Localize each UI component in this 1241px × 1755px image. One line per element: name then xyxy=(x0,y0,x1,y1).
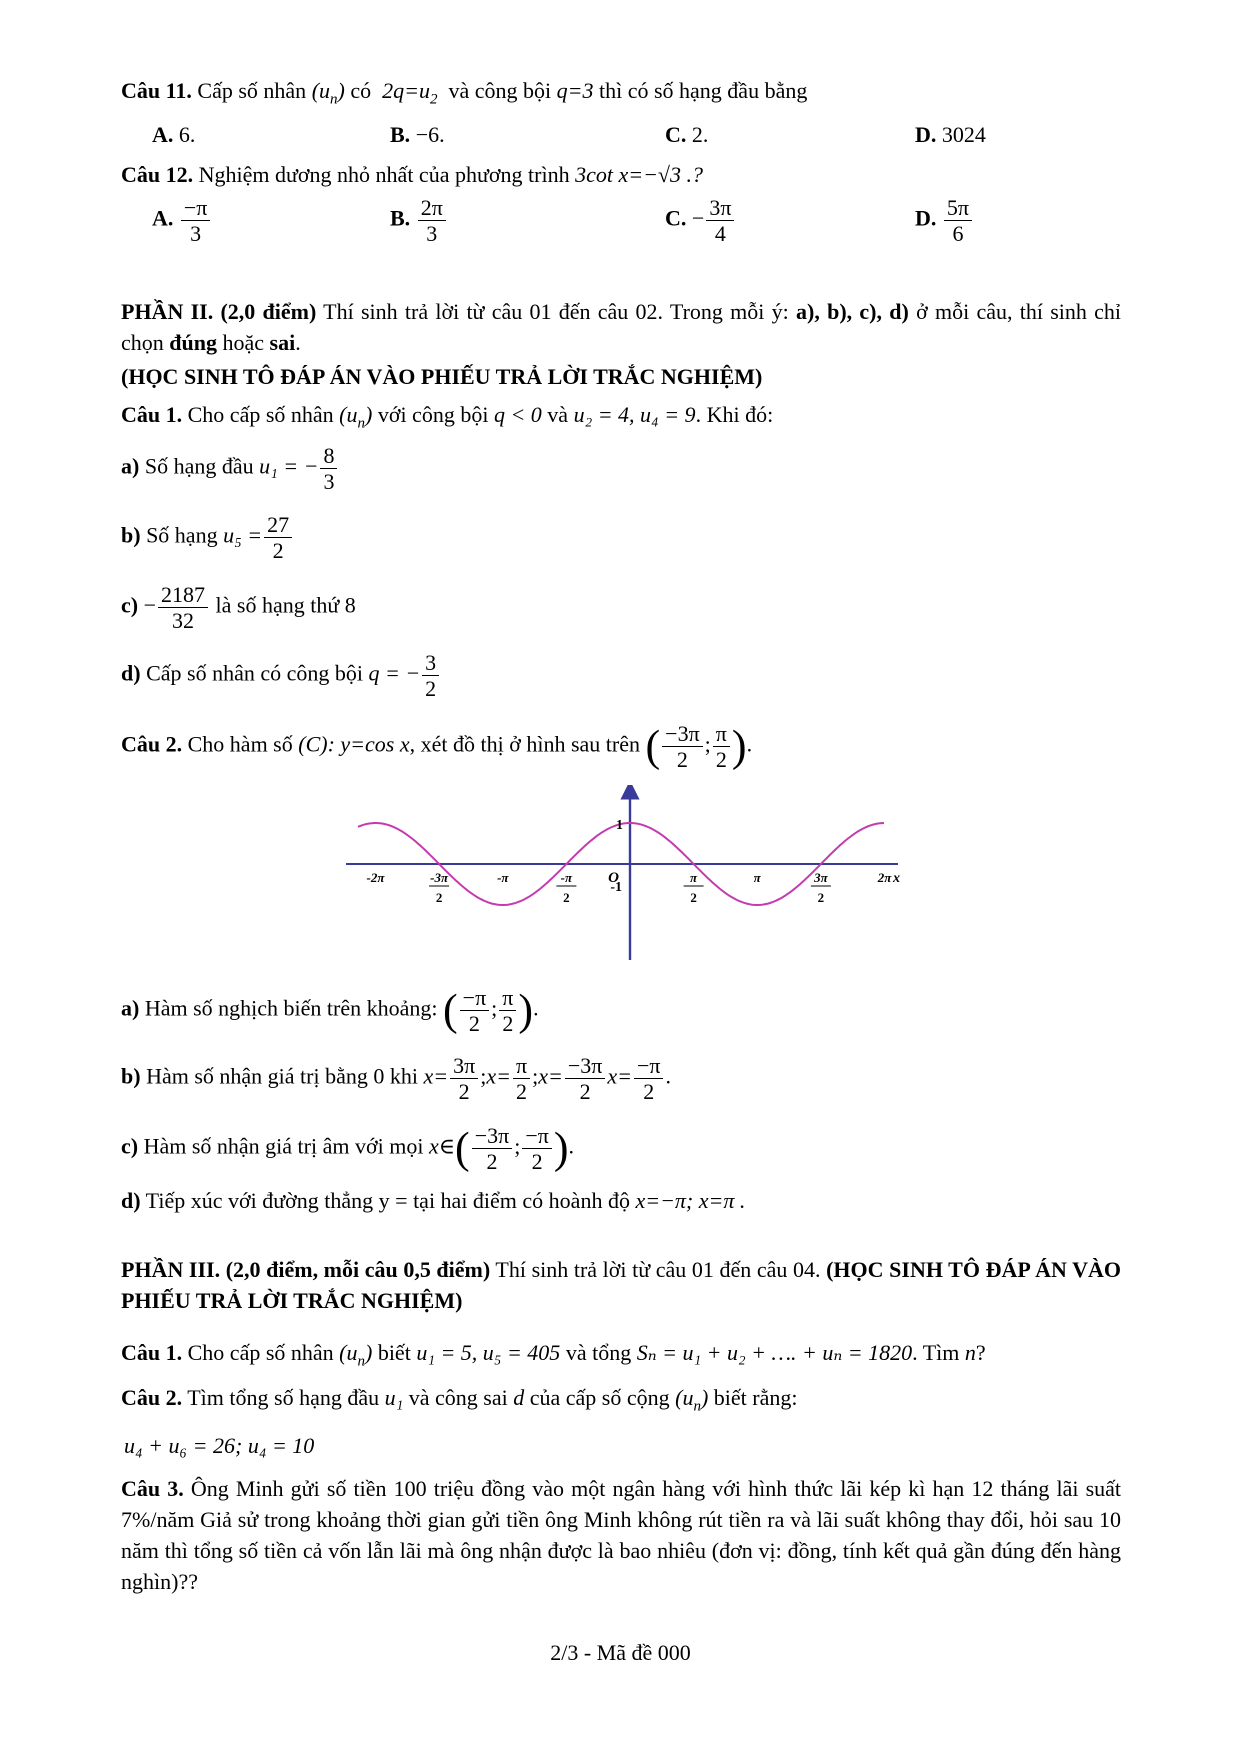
p3q2-line: Câu 2. Tìm tổng số hạng đầu u₁ và công sai d của cấp số cộng $(u_n)$ biết rằng: xyxy=(121,1385,798,1415)
p2q2-line: Câu 2. Cho hàm số (C): y=cos x, xét đồ thị ở hình sau trên ( $\frac{-3\pi}{2}$ ; $\frac{\pi}{2}$ ). xyxy=(121,721,753,773)
q12-text: Nghiệm dương nhỏ nhất của phương trình xyxy=(198,162,570,187)
p2q2-item-b: b) Hàm số nhận giá trị bằng 0 khi x= $\frac{3\pi}{2}$ ;x= $\frac{\pi}{2}$ ;x= $\frac{-3\pi}{2}$ x= $\frac{-\pi}{2}$ . xyxy=(121,1053,671,1105)
page-footer: 2/3 - Mã đề 000 xyxy=(550,1640,691,1665)
q11-text2: có xyxy=(350,78,372,103)
cosine-graph xyxy=(340,785,900,965)
q11-option-a: A. 6. xyxy=(152,122,196,147)
p2q1-line: Câu 1. Cho cấp số nhân $(u_n)$ với công bội q < 0 và u₂ = 4, u₄ = 9. Khi đó: xyxy=(121,402,774,432)
q11-label: Câu 11. xyxy=(121,78,192,103)
x-axis-label: x xyxy=(893,871,900,886)
x-tick-label: π xyxy=(753,870,761,885)
y-label-1: 1 xyxy=(616,818,623,833)
q12-option-a: A. $\frac{-\pi}{3}$ xyxy=(152,196,212,245)
q11-text: Cấp số nhân xyxy=(197,78,307,103)
y-label-minus-1: -1 xyxy=(610,880,622,895)
x-tick-label: -2π xyxy=(366,870,385,885)
q11-ratio: q=3 xyxy=(556,78,594,103)
q11-option-d: D. 3024 xyxy=(915,122,986,147)
x-tick-label: 3π xyxy=(814,870,828,885)
p2q2-item-c: c) Hàm số nhận giá trị âm với mọi x∈( $\frac{-3\pi}{2}$ ; $\frac{-\pi}{2}$ ). xyxy=(121,1123,574,1175)
q12-label: Câu 12. xyxy=(121,162,194,187)
q12-equation: 3cot x=−√3 .? xyxy=(575,162,703,187)
x-tick-label: -π xyxy=(560,870,573,885)
q11-option-b: B. −6. xyxy=(390,122,445,147)
p2q1-item-c: c) − $\frac{2187}{32}$ là số hạng thứ 8 xyxy=(121,582,356,634)
p3q2-system: u₄ + u₆ = 26; u₄ = 10 xyxy=(124,1433,315,1458)
p2q1-item-a: a) Số hạng đầu u₁ = − $\frac{8}{3}$ xyxy=(121,444,339,493)
x-tick-label: 2π xyxy=(877,870,892,885)
p2q1-item-b: b) Số hạng u₅ = $\frac{27}{2}$ xyxy=(121,513,294,562)
p2q1-item-d: d) Cấp số nhân có công bội q = − $\frac{3}{2}$ xyxy=(121,651,441,700)
origin-label: O xyxy=(608,870,619,886)
q11-text3: và công bội xyxy=(448,78,552,103)
q11-option-c: C. 2. xyxy=(665,122,709,147)
x-tick-denominator: 2 xyxy=(817,890,825,905)
q12-option-d: D. $\frac{5\pi}{6}$ xyxy=(915,196,974,245)
part2-instructions: PHẦN II. (2,0 điểm) Thí sinh trả lời từ câu 01 đến câu 02. Trong mỗi ý: a), b), c), d) ở mỗi câu, thí sinh chỉ chọn đúng hoặc sai. xyxy=(121,299,1122,355)
q12-line xyxy=(121,164,703,186)
x-tick-denominator: 2 xyxy=(690,890,697,905)
p2q2-item-a: a) Hàm số nghịch biến trên khoảng: ( $\frac{-\pi}{2}$ ; $\frac{\pi}{2}$ ). xyxy=(121,985,539,1037)
part2-note: (HỌC SINH TÔ ĐÁP ÁN VÀO PHIẾU TRẢ LỜI TRẮC NGHIỆM) xyxy=(121,364,763,389)
q11-seq: $(u_n)$ xyxy=(311,78,345,108)
x-tick-label: -π xyxy=(497,870,509,885)
q12-option-c: C. − $\frac{3\pi}{4}$ xyxy=(665,196,736,245)
p2q2-item-d: d) Tiếp xúc với đường thẳng y = tại hai điểm có hoành độ x=−π; x=π . xyxy=(121,1188,746,1213)
p3q3-paragraph: Câu 3. Ông Minh gửi số tiền 100 triệu đồng vào một ngân hàng với hình thức lãi kép kì hạn 12 tháng lãi suất 7%/năm Giả sử trong khoảng thời gian gửi tiền ông Minh không rút tiền ra và lãi suất không thay đổi, hỏi sau 10 năm thì tổng số tiền cả vốn lẫn lãi mà ông nhận được là bao nhiêu (đơn vị: đồng, tính kết quả gần đúng đến hàng nghìn)?? xyxy=(121,1476,1122,1594)
x-tick-denominator: 2 xyxy=(563,890,570,905)
q11-text4: thì có số hạng đầu bằng xyxy=(598,78,808,103)
q12-option-b: B. $\frac{2\pi}{3}$ xyxy=(390,196,448,245)
q11-cond: $2q=u_2$ xyxy=(382,78,438,108)
part3-instructions: PHẦN III. (2,0 điểm, mỗi câu 0,5 điểm) Thí sinh trả lời từ câu 01 đến câu 04. (HỌC SINH TÔ ĐÁP ÁN VÀO PHIẾU TRẢ LỜI TRẮC NGHIỆM) xyxy=(121,1257,1122,1313)
q11-line xyxy=(121,80,807,107)
x-tick-denominator: 2 xyxy=(435,890,443,905)
p3q1-line: Câu 1. Cho cấp số nhân $(u_n)$ biết u₁ = 5, u₅ = 405 và tổng Sₙ = u₁ + u₂ + …. + uₙ = 1820. Tìm n? xyxy=(121,1340,986,1370)
x-tick-label: π xyxy=(690,870,698,885)
x-tick-label: -3π xyxy=(430,870,449,885)
